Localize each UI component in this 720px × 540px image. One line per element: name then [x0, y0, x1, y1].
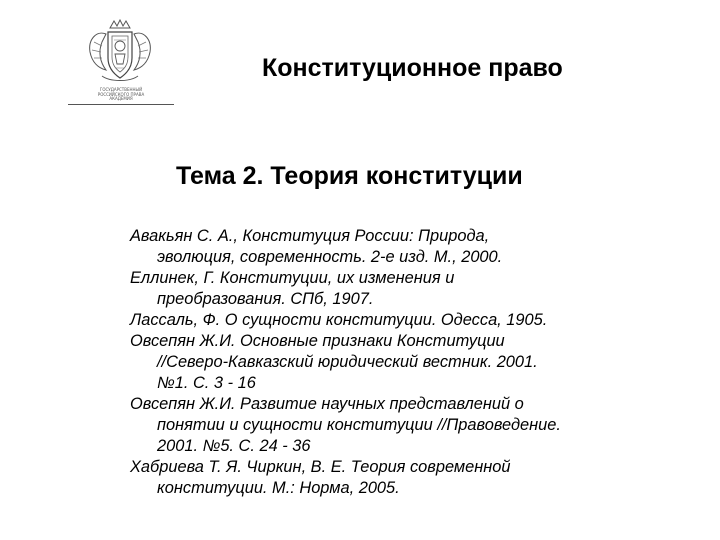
academy-logo — [68, 18, 174, 108]
slide-title: Конституционное право — [262, 54, 563, 82]
reference-line: понятии и сущности конституции //Правоведение. — [157, 416, 561, 434]
reference-item — [130, 394, 610, 457]
reference-line: преобразования. СПб, 1907. — [157, 290, 374, 308]
reference-line: Авакьян С. А., Конституция России: Природа, — [130, 227, 490, 245]
reference-line: Еллинек, Г. Конституции, их изменения и — [130, 269, 455, 287]
topic-title: Тема 2. Теория конституции — [176, 162, 523, 190]
reference-line: №1. С. 3 - 16 — [157, 374, 256, 392]
reference-line: 2001. №5. С. 24 - 36 — [157, 437, 311, 455]
reference-line: Овсепян Ж.И. Развитие научных представлений о — [130, 395, 524, 413]
reference-item — [130, 268, 610, 310]
reference-list — [130, 226, 610, 499]
reference-line: эволюция, современность. 2-е изд. М., 2000. — [157, 248, 503, 266]
logo-caption: ГОСУДАРСТВЕННЫЙ РОССИЙСКОГО ПРАВА АКАДЕМИЯ — [97, 87, 145, 101]
reference-item — [130, 457, 610, 499]
logo-divider — [68, 104, 174, 105]
reference-item — [130, 226, 610, 268]
reference-line: Овсепян Ж.И. Основные признаки Конституции — [130, 332, 505, 350]
coat-of-arms-icon — [84, 18, 156, 88]
reference-line: //Северо-Кавказский юридический вестник. 2001. — [157, 353, 538, 371]
reference-line: Лассаль, Ф. О сущности конституции. Одесса, 1905. — [130, 311, 548, 329]
reference-line: конституции. М.: Норма, 2005. — [157, 479, 400, 497]
reference-item — [130, 331, 610, 394]
reference-item — [130, 310, 610, 331]
reference-line: Хабриева Т. Я. Чиркин, В. Е. Теория современной — [130, 458, 511, 476]
